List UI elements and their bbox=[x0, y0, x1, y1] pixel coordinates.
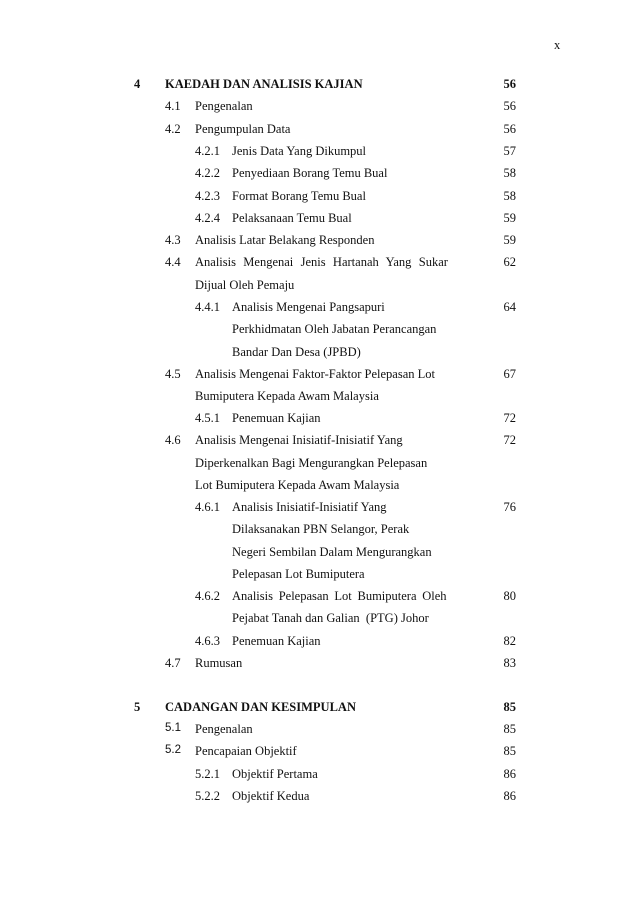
chapter-number: 5 bbox=[134, 700, 141, 714]
toc-entry-title: Objektif Pertama bbox=[232, 767, 318, 781]
toc-entry-number: 4.5 bbox=[165, 367, 181, 381]
toc-entry-number: 4.6.1 bbox=[195, 500, 220, 514]
toc-entry-number: 4.2 bbox=[165, 122, 181, 136]
toc-entry-page: 86 bbox=[503, 789, 516, 803]
toc-entry-page: 72 bbox=[503, 411, 516, 425]
toc-entry-title-cont: Pejabat Tanah dan Galian (PTG) Johor bbox=[232, 611, 429, 625]
toc-entry-title-cont: Pelepasan Lot Bumiputera bbox=[232, 567, 365, 581]
toc-entry-title: Objektif Kedua bbox=[232, 789, 310, 803]
toc-entry-page: 86 bbox=[503, 767, 516, 781]
toc-entry-title: Penyediaan Borang Temu Bual bbox=[232, 166, 388, 180]
toc-entry-title-cont: Negeri Sembilan Dalam Mengurangkan bbox=[232, 545, 432, 559]
toc-entry-page: 64 bbox=[503, 300, 516, 314]
toc-entry-title: Jenis Data Yang Dikumpul bbox=[232, 144, 367, 158]
toc-entry-title: Pelaksanaan Temu Bual bbox=[232, 211, 352, 225]
toc-entry-page: 56 bbox=[503, 99, 516, 113]
toc-entry-page: 62 bbox=[503, 255, 516, 269]
toc-entry-page: 59 bbox=[503, 233, 516, 247]
chapter-title: KAEDAH DAN ANALISIS KAJIAN bbox=[165, 77, 363, 91]
toc-entry-page: 83 bbox=[503, 656, 516, 670]
toc-entry-title-cont: Dijual Oleh Pemaju bbox=[195, 278, 295, 292]
toc-entry-number: 4.3 bbox=[165, 233, 181, 247]
toc-entry-number: 4.2.1 bbox=[195, 144, 220, 158]
chapter-title: CADANGAN DAN KESIMPULAN bbox=[165, 700, 356, 714]
toc-entry-title-cont: Bumiputera Kepada Awam Malaysia bbox=[195, 389, 379, 403]
toc-entry-title: Analisis Mengenai Inisiatif-Inisiatif Yang bbox=[195, 433, 403, 447]
toc-entry-number: 4.1 bbox=[165, 99, 181, 113]
toc-entry-page: 56 bbox=[503, 122, 516, 136]
toc-entry-number: 4.2.2 bbox=[195, 166, 220, 180]
toc-entry-page: 82 bbox=[503, 634, 516, 648]
toc-entry-page: 59 bbox=[503, 211, 516, 225]
toc-entry-page: 58 bbox=[503, 189, 516, 203]
toc-entry-title: Analisis Mengenai Jenis Hartanah Yang Sukar bbox=[195, 255, 448, 269]
toc-entry-page: 57 bbox=[503, 144, 516, 158]
toc-entry-number: 4.2.4 bbox=[195, 211, 220, 225]
toc-entry-title: Penemuan Kajian bbox=[232, 411, 321, 425]
toc-entry-title: Analisis Mengenai Faktor-Faktor Pelepasan Lot bbox=[195, 367, 435, 381]
toc-entry-title: Pengenalan bbox=[195, 722, 253, 736]
toc-entry-number: 4.6.3 bbox=[195, 634, 220, 648]
toc-entry-title: Analisis Mengenai Pangsapuri bbox=[232, 300, 385, 314]
toc-entry-title-cont: Lot Bumiputera Kepada Awam Malaysia bbox=[195, 478, 400, 492]
page-number: x bbox=[554, 38, 561, 52]
toc-entry-page: 85 bbox=[503, 744, 516, 758]
toc-entry-page: 58 bbox=[503, 166, 516, 180]
toc-entry-page: 76 bbox=[503, 500, 516, 514]
toc-entry-number: 4.5.1 bbox=[195, 411, 220, 425]
toc-entry-title: Analisis Pelepasan Lot Bumiputera Oleh bbox=[232, 589, 447, 603]
chapter-page: 85 bbox=[503, 700, 516, 714]
toc-entry-number: 5.2 bbox=[165, 744, 181, 756]
toc-entry-number: 5.1 bbox=[165, 722, 181, 734]
toc-entry-title: Pengumpulan Data bbox=[195, 122, 291, 136]
toc-entry-page: 80 bbox=[503, 589, 516, 603]
toc-entry-title: Format Borang Temu Bual bbox=[232, 189, 366, 203]
toc-entry-title: Rumusan bbox=[195, 656, 243, 670]
toc-entry-page: 67 bbox=[503, 367, 516, 381]
toc-entry-title-cont: Diperkenalkan Bagi Mengurangkan Pelepasan bbox=[195, 456, 428, 470]
toc-entry-title: Pencapaian Objektif bbox=[195, 744, 297, 758]
toc-entry-number: 4.6.2 bbox=[195, 589, 220, 603]
toc-entry-title: Pengenalan bbox=[195, 99, 253, 113]
toc-entry-title: Analisis Latar Belakang Responden bbox=[195, 233, 375, 247]
toc-entry-page: 85 bbox=[503, 722, 516, 736]
toc-entry-number: 4.2.3 bbox=[195, 189, 220, 203]
toc-entry-number: 4.7 bbox=[165, 656, 181, 670]
chapter-number: 4 bbox=[134, 77, 141, 91]
toc-entry-number: 5.2.2 bbox=[195, 789, 220, 803]
toc-entry-title-cont: Perkhidmatan Oleh Jabatan Perancangan bbox=[232, 322, 437, 336]
toc-entry-page: 72 bbox=[503, 433, 516, 447]
chapter-page: 56 bbox=[503, 77, 516, 91]
toc-entry-number: 4.4.1 bbox=[195, 300, 220, 314]
toc-entry-number: 5.2.1 bbox=[195, 767, 220, 781]
toc-entry-title: Analisis Inisiatif-Inisiatif Yang bbox=[232, 500, 387, 514]
toc-entry-number: 4.6 bbox=[165, 433, 181, 447]
toc-entry-number: 4.4 bbox=[165, 255, 181, 269]
toc-entry-title-cont: Bandar Dan Desa (JPBD) bbox=[232, 345, 361, 359]
toc-entry-title-cont: Dilaksanakan PBN Selangor, Perak bbox=[232, 522, 410, 536]
toc-entry-title: Penemuan Kajian bbox=[232, 634, 321, 648]
